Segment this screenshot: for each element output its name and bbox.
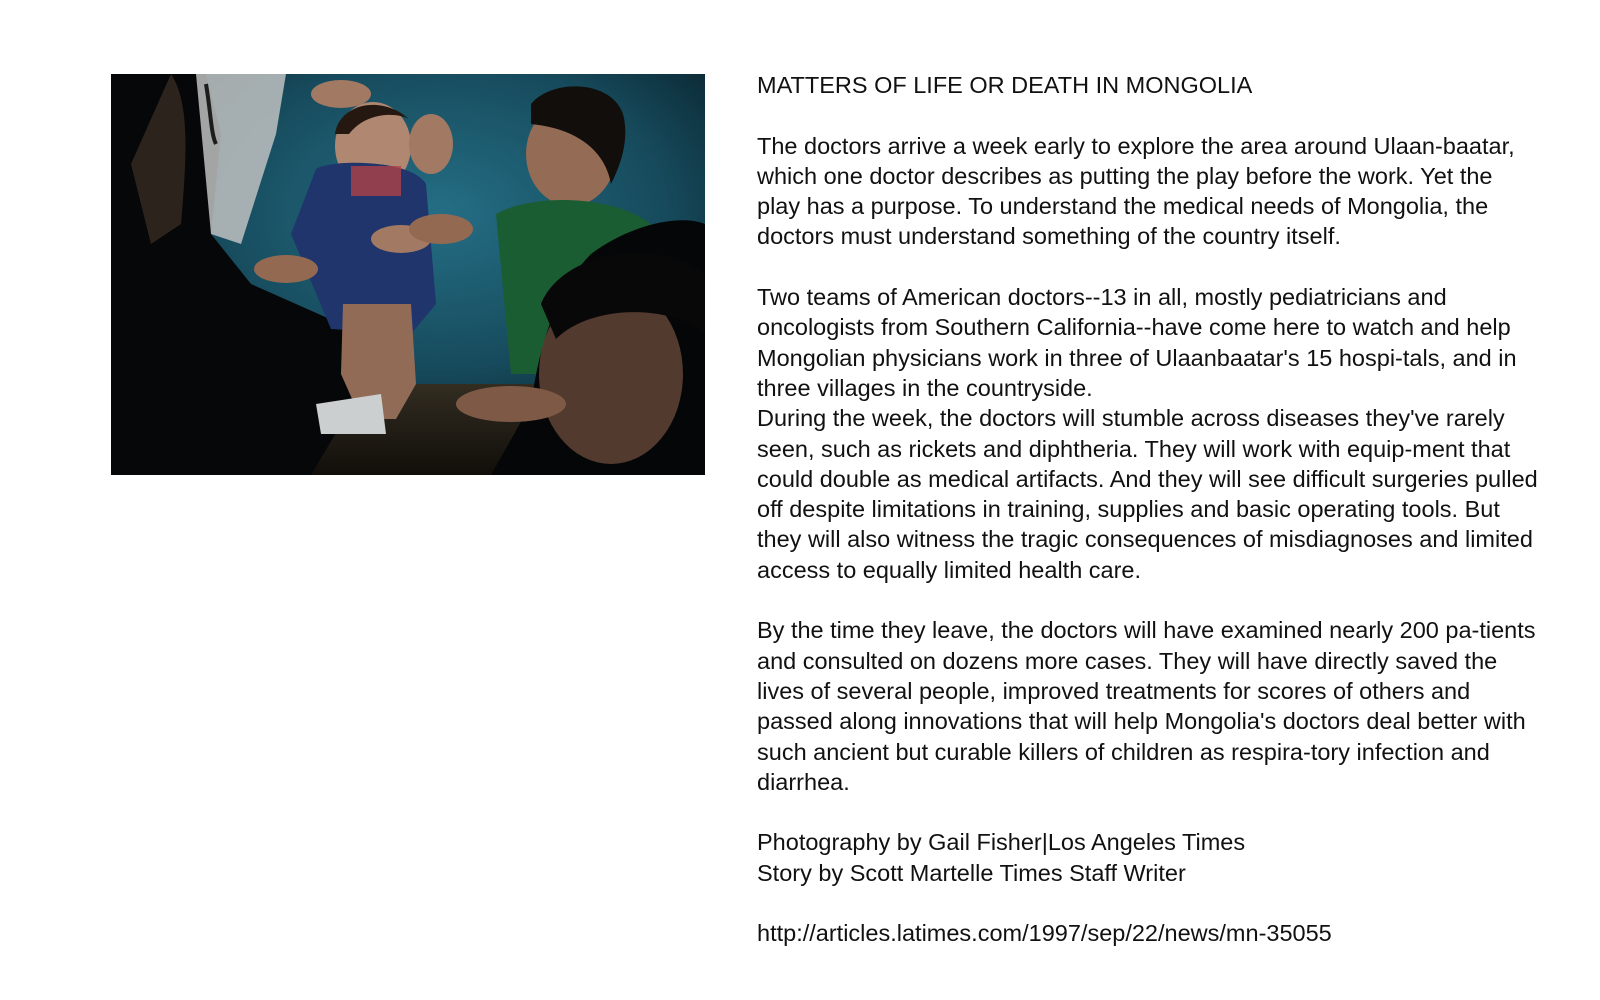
photo-credit: Photography by Gail Fisher|Los Angeles Times [757, 829, 1246, 856]
article-title: MATTERS OF LIFE OR DEATH IN MONGOLIA [757, 72, 1253, 98]
article-text [757, 70, 1541, 949]
article-paragraph-2: Two teams of American doctors--13 in all, mostly pediatricians and oncologists from Southern California--have come here to watch and help Mongolian physicians work in three of Ulaanbaatar's 15 hospi-tals, and in three villages in the countryside. [757, 284, 1517, 401]
article-paragraph-3: During the week, the doctors will stumble across diseases they've rarely seen, such as rickets and diphtheria. They will work with equip-ment that could double as medical artifacts. And they will see difficult surgeries pulled off despite limitations in training, supplies and basic operating tools. But they will also witness the tragic consequences of misdiagnoses and limited access to equally limited health care. [757, 405, 1538, 583]
article-paragraph-1: The doctors arrive a week early to explore the area around Ulaan-baatar, which one doctor describes as putting the play before the work. Yet the play has a purpose. To understand the medical needs of Mongolia, the doctors must understand something of the country itself. [757, 132, 1515, 250]
photo-image [111, 74, 705, 475]
source-url: http://articles.latimes.com/1997/sep/22/news/mn-35055 [757, 920, 1332, 947]
article-paragraph-4: By the time they leave, the doctors will have examined nearly 200 pa-tients and consulted on dozens more cases. They will have directly saved the lives of several people, improved treatments for scores of others and passed along innovations that will help Mongolia's doctors deal better with such ancient but curable killers of children as respira-tory infection and diarrhea. [757, 617, 1536, 795]
article-credits [757, 827, 1541, 888]
article-photo [111, 74, 705, 475]
story-credit: Story by Scott Martelle Times Staff Writer [757, 859, 1186, 886]
